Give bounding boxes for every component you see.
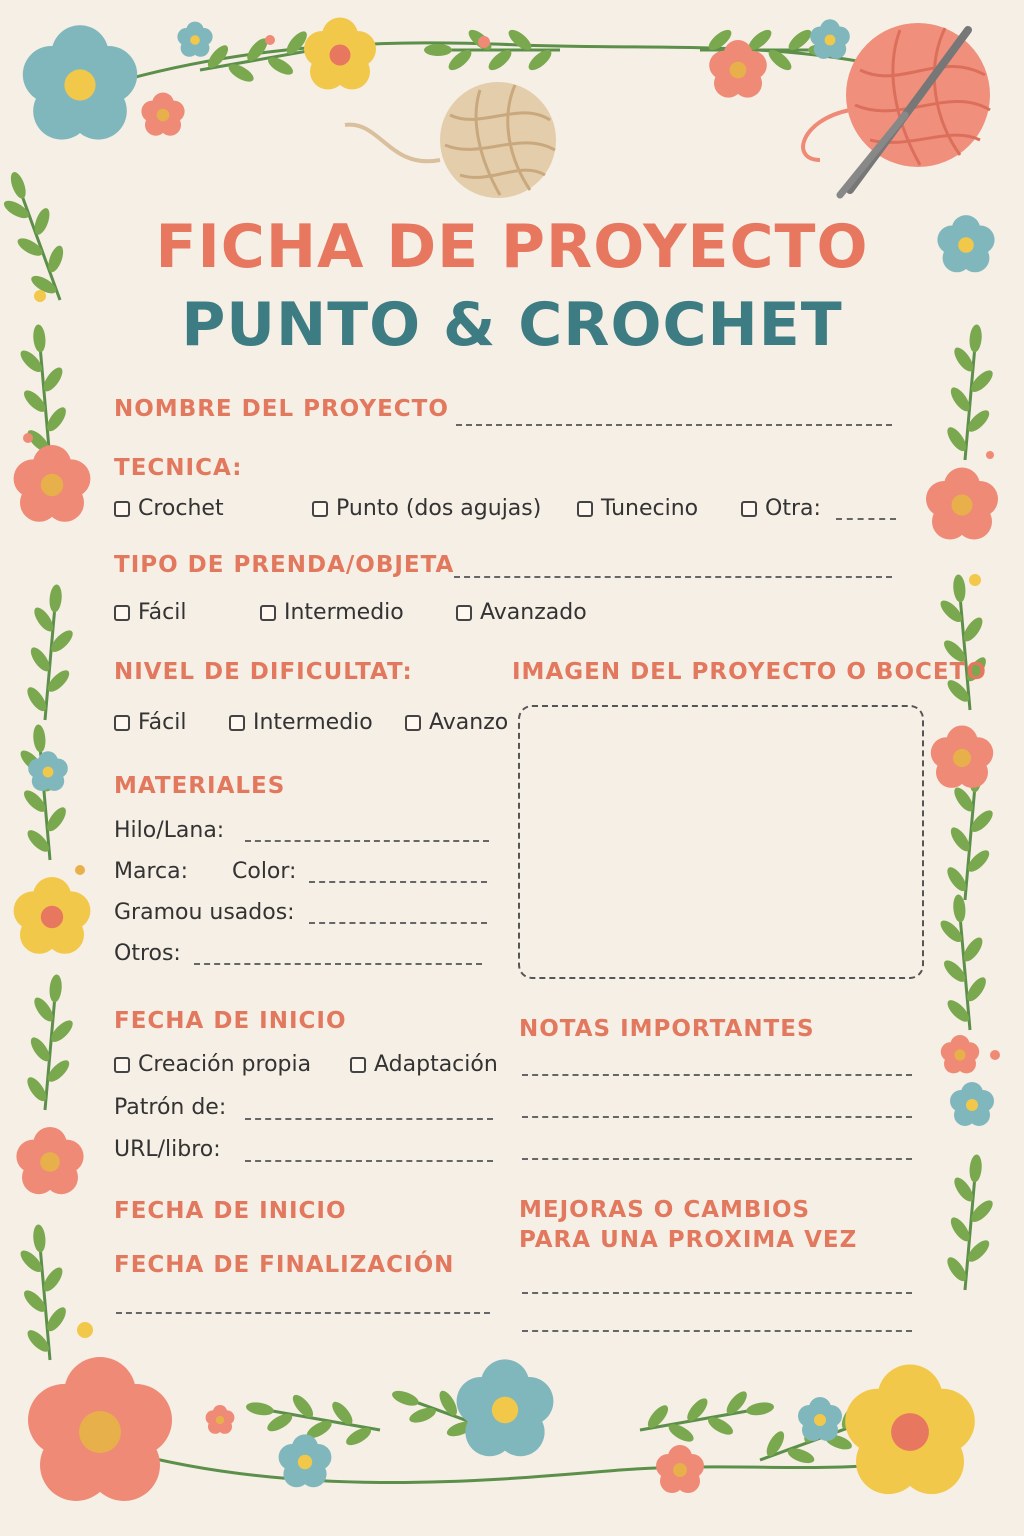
difficulty-label: NIVEL DE DIFICULTAT:: [114, 659, 413, 685]
checkbox-icon[interactable]: [456, 605, 472, 621]
improvements-line[interactable]: [522, 1292, 912, 1294]
pattern-label: Patrón de:: [114, 1095, 227, 1120]
pattern-line[interactable]: [245, 1118, 493, 1120]
notes-line[interactable]: [522, 1116, 912, 1118]
grams-label: Gramou usados:: [114, 900, 295, 925]
item-type-line[interactable]: [454, 576, 892, 578]
checkbox-icon[interactable]: [260, 605, 276, 621]
technique-option-tunisian[interactable]: Tunecino: [577, 496, 698, 521]
page-title: FICHA DE PROYECTO: [155, 212, 869, 282]
checkbox-icon[interactable]: [741, 501, 757, 517]
image-sketch-label: IMAGEN DEL PROYECTO O BOCETO: [512, 659, 987, 685]
checkbox-icon[interactable]: [312, 501, 328, 517]
url-label: URL/libro:: [114, 1137, 221, 1162]
type-option-intermediate[interactable]: Intermedio: [260, 600, 404, 625]
page-subtitle: PUNTO & CROCHET: [181, 290, 843, 360]
difficulty-option-advanced[interactable]: Avanzo: [405, 710, 508, 735]
origin-option-adaptation[interactable]: Adaptación: [350, 1052, 498, 1077]
checkbox-icon[interactable]: [229, 715, 245, 731]
notes-line[interactable]: [522, 1158, 912, 1160]
technique-label: TECNICA:: [114, 455, 243, 481]
type-option-advanced[interactable]: Avanzado: [456, 600, 587, 625]
start-date-label: FECHA DE INICIO: [114, 1198, 347, 1224]
yarn-ball-beige-icon: [345, 82, 556, 198]
others-line[interactable]: [194, 963, 482, 965]
checkbox-icon[interactable]: [405, 715, 421, 731]
improvements-label-line1: MEJORAS O CAMBIOS: [519, 1197, 811, 1223]
project-name-line[interactable]: [456, 424, 892, 426]
checkbox-icon[interactable]: [577, 501, 593, 517]
technique-option-knit[interactable]: Punto (dos agujas): [312, 496, 541, 521]
technique-option-crochet[interactable]: Crochet: [114, 496, 224, 521]
color-label: Color:: [232, 859, 297, 884]
project-name-label: NOMBRE DEL PROYECTO: [114, 396, 449, 422]
technique-option-other[interactable]: Otra:: [741, 496, 821, 521]
others-label: Otros:: [114, 941, 181, 966]
brand-label: Marca:: [114, 859, 189, 884]
image-sketch-box[interactable]: [518, 705, 924, 979]
item-type-label: TIPO DE PRENDA/OBJETA: [114, 552, 455, 578]
notes-label: NOTAS IMPORTANTES: [519, 1016, 815, 1042]
difficulty-option-easy[interactable]: Fácil: [114, 710, 186, 735]
url-line[interactable]: [245, 1160, 493, 1162]
origin-option-own[interactable]: Creación propia: [114, 1052, 311, 1077]
grams-line[interactable]: [309, 922, 487, 924]
checkbox-icon[interactable]: [114, 501, 130, 517]
yarn-label: Hilo/Lana:: [114, 818, 225, 843]
yarn-line[interactable]: [245, 840, 489, 842]
materials-label: MATERIALES: [114, 773, 286, 799]
improvements-line[interactable]: [522, 1330, 912, 1332]
checkbox-icon[interactable]: [350, 1057, 366, 1073]
date-line[interactable]: [116, 1312, 490, 1314]
end-date-label: FECHA DE FINALIZACIÓN: [114, 1252, 455, 1278]
origin-label: FECHA DE INICIO: [114, 1008, 347, 1034]
type-option-easy[interactable]: Fácil: [114, 600, 186, 625]
technique-other-line[interactable]: [836, 518, 896, 520]
checkbox-icon[interactable]: [114, 605, 130, 621]
notes-line[interactable]: [522, 1074, 912, 1076]
color-line[interactable]: [309, 881, 487, 883]
improvements-label-line2: PARA UNA PROXIMA VEZ: [519, 1227, 858, 1253]
checkbox-icon[interactable]: [114, 715, 130, 731]
difficulty-option-intermediate[interactable]: Intermedio: [229, 710, 373, 735]
checkbox-icon[interactable]: [114, 1057, 130, 1073]
